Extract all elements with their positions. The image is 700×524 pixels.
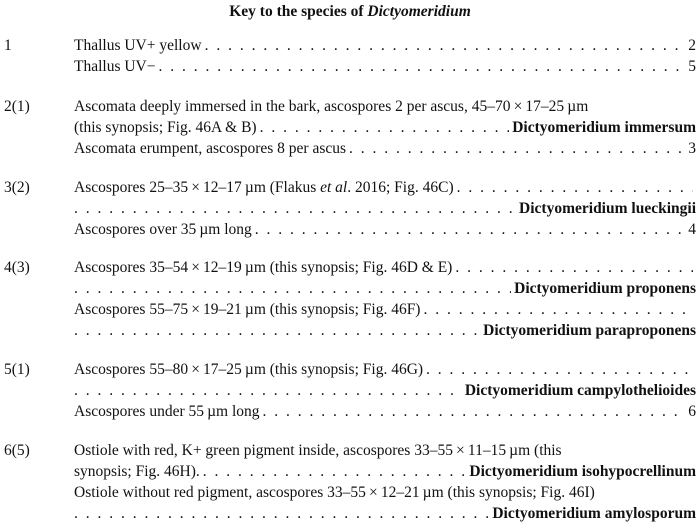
species-name: Dictyomeridium immersum [512,119,696,136]
leader-dots [426,360,693,380]
species-name: Dictyomeridium isohypocrellinum [469,463,696,480]
key-lead [0,402,700,422]
key-lead [0,441,700,461]
leader-dots [263,402,686,422]
et-al: et al [320,179,348,196]
leader-dots [74,504,489,524]
key-lead-continuation [0,462,700,482]
couplet-number: 3(2) [4,179,30,196]
key-lead-continuation [0,279,700,299]
leader-dots [423,300,693,320]
key-lead [0,139,700,159]
leader-dots [74,279,511,299]
lead-result: 6 [688,403,696,420]
key-lead [0,220,700,240]
leader-dots [74,381,462,401]
key-lead [0,57,700,77]
leader-dots [455,258,693,278]
leader-dots [74,199,516,219]
title-prefix: Key to the species of [229,3,368,20]
lead-text: Thallus UV+ yellow [74,37,202,54]
key-lead [0,97,700,117]
species-name: Dictyomeridium amylosporum [492,505,696,522]
leader-dots [203,462,467,482]
lead-text: Ostiole without red pigment, ascospores 33–55 × 12–21 µm (this synopsis; Fig. 46I) [74,484,595,501]
key-lead-continuation [0,118,700,138]
leader-dots [457,178,693,198]
lead-text: Thallus UV− [74,58,156,75]
couplet-number: 5(1) [4,361,30,378]
lead-result: 3 [688,140,696,157]
key-lead [0,300,700,320]
lead-text-part: Ascospores 25–35 × 12–17 µm (Flakus [74,179,321,196]
species-name: Dictyomeridium lueckingii [519,200,696,217]
title-genus: Dictyomeridium [367,3,471,20]
lead-text: Ascospores under 55 µm long [74,403,260,420]
key-lead [0,258,700,278]
leader-dots [255,220,685,240]
lead-text: Ascospores 35–54 × 12–19 µm (this synopsis; Fig. 46D & E) [74,259,453,276]
leader-dots [74,321,480,341]
key-lead [0,178,700,198]
lead-text: Ascospores 55–80 × 17–25 µm (this synopsis; Fig. 46G) [74,361,424,378]
lead-text-part: . 2016; Fig. 46C) [347,179,454,196]
couplet-number: 6(5) [4,442,30,459]
couplet-number: 1 [4,37,12,54]
lead-text: synopsis; Fig. 46H). [74,463,200,480]
lead-text: Ascomata erumpent, ascospores 8 per ascus [74,140,347,157]
key-lead-continuation [0,504,700,524]
page-title [0,2,700,22]
leader-dots [349,139,685,159]
species-name: Dictyomeridium paraproponens [483,322,696,339]
lead-text: Ostiole with red, K+ green pigment inside, ascospores 33–55 × 11–15 µm (this [74,442,562,459]
lead-text: Ascomata deeply immersed in the bark, ascospores 2 per ascus, 45–70 × 17–25 µm [74,98,589,115]
key-lead [0,360,700,380]
key-lead-continuation [0,199,700,219]
couplet-number: 4(3) [4,259,30,276]
key-lead-continuation [0,321,700,341]
key-lead [0,36,700,56]
couplet-number: 2(1) [4,98,30,115]
lead-result: 2 [688,37,696,54]
leader-dots [159,57,686,77]
leader-dots [205,36,686,56]
leader-dots [260,118,510,138]
key-lead-continuation [0,381,700,401]
lead-text: (this synopsis; Fig. 46A & B) [74,119,257,136]
species-name: Dictyomeridium proponens [514,280,696,297]
lead-text: Ascospores over 35 µm long [74,221,252,238]
lead-text [74,178,454,198]
species-name: Dictyomeridium campylothelioides [464,382,696,399]
lead-result: 4 [688,221,696,238]
lead-result: 5 [688,58,696,75]
key-lead [0,483,700,503]
lead-text: Ascospores 55–75 × 19–21 µm (this synopsis; Fig. 46F) [74,301,421,318]
